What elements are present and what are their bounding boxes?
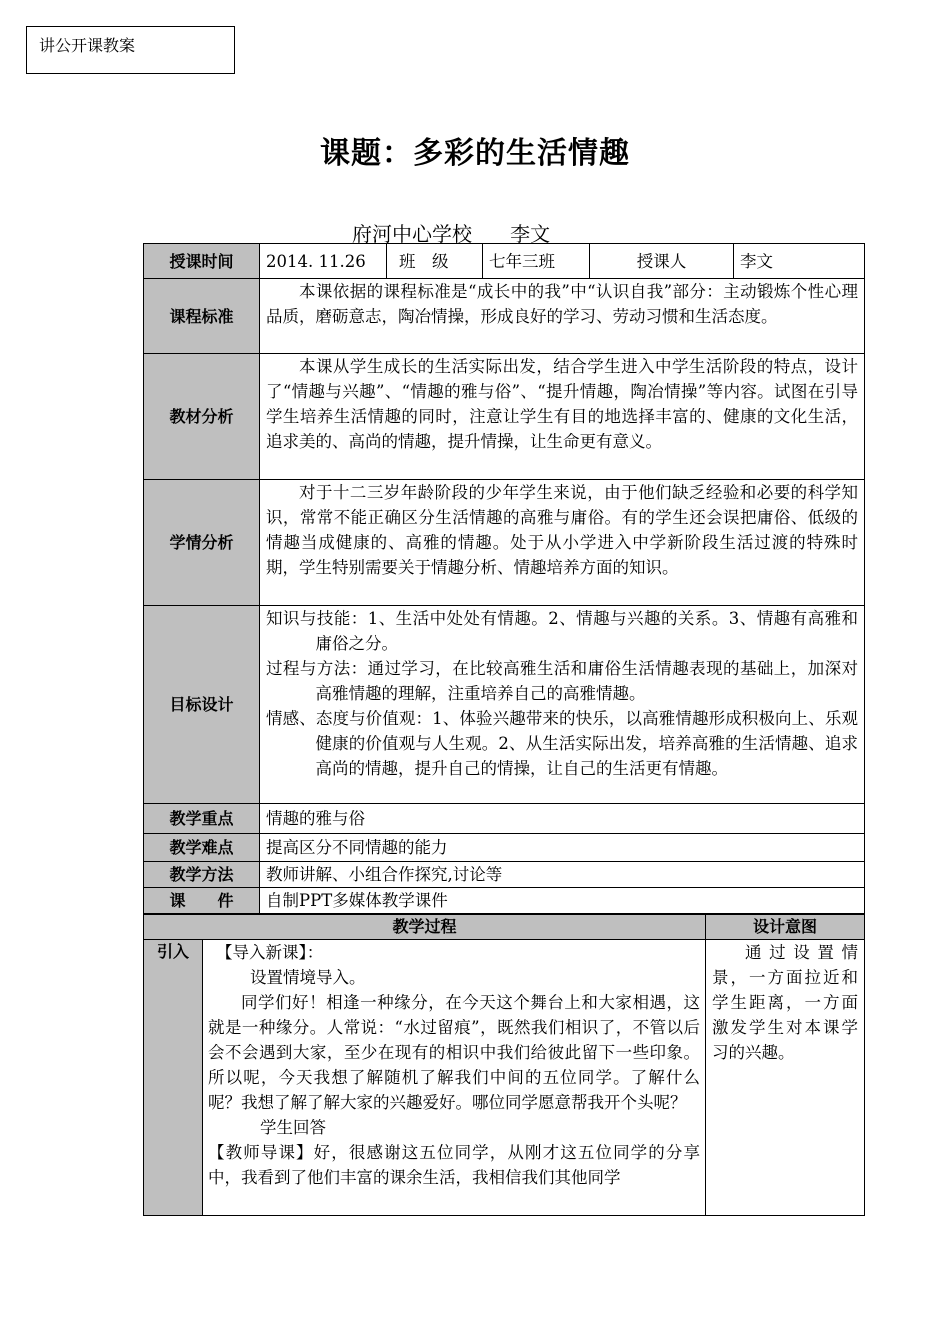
intro-heading: 【导入新课】：: [216, 943, 324, 962]
courseware-text: 自制PPT多媒体教学课件: [260, 888, 865, 914]
focus-text: 情趣的雅与俗: [260, 804, 865, 834]
method-label: 教学方法: [144, 862, 260, 888]
intro-student-answer: 学生回答: [260, 1118, 326, 1137]
teaching-process-table: [143, 914, 865, 1216]
intro-setup: 设置情境导入。: [250, 968, 366, 987]
standard-label: 课程标准: [144, 279, 260, 354]
class-label: 班 级: [387, 244, 483, 279]
intent-text: 通过设置情景，一方面拉近和学生距离，一方面激发学生对本课学习的兴趣。: [706, 940, 865, 1216]
page-title: 课题：多彩的生活情趣: [320, 136, 630, 171]
difficulty-label: 教学难点: [144, 834, 260, 862]
teacher-label: 授课人: [590, 244, 734, 279]
intro-speech: 同学们好！相逢一种缘分，在今天这个舞台上和大家相遇，这就是一种缘分。人常说：“水过留痕”，既然我们相识了，不管以后会不会遇到大家，至少在现有的相识中我们给彼此留下一些印象。所以呢，今天我想了解随机了解我们中间的五位同学。了解什么呢？我想了解了解大家的兴趣爱好。哪位同学愿意帮我开个头呢？: [208, 993, 701, 1112]
method-text: 教师讲解、小组合作探究,讨论等: [260, 862, 865, 888]
material-text: 本课从学生成长的生活实际出发，结合学生进入中学生活阶段的特点，设计了“情趣与兴趣”、“情趣的雅与俗”、“提升情趣，陶冶情操”等内容。试图在引导学生培养生活情趣的同时，注意让学生有目的地选择丰富的、健康的文化生活，追求美的、高尚的情趣，提升情操，让生命更有意义。: [260, 354, 865, 480]
time-value: 2014. 11.26: [260, 244, 387, 279]
process-header: 教学过程: [144, 915, 706, 940]
intro-label: 引入: [144, 940, 203, 1216]
goal-emotion: 情感、态度与价值观：1、体验兴趣带来的快乐，以高雅情趣形成积极向上、乐观健康的价值观与人生观。2、从生活实际出发，培养高雅的生活情趣、追求高尚的情趣，提升自己的情操，让自己的生活更有情趣。: [266, 709, 858, 778]
teacher-value: 李文: [734, 244, 865, 279]
class-value: 七年三班: [483, 244, 590, 279]
student-analysis-label: 学情分析: [144, 480, 260, 606]
focus-label: 教学重点: [144, 804, 260, 834]
intro-teacher-lead: 【教师导课】好，很感谢这五位同学，从刚才这五位同学的分享中，我看到了他们丰富的课余生活，我相信我们其他同学: [208, 1143, 701, 1187]
intro-content: [203, 940, 706, 1216]
goal-knowledge: 知识与技能：1、生活中处处有情趣。2、情趣与兴趣的关系。3、情趣有高雅和庸俗之分。: [266, 609, 858, 653]
standard-text: 本课依据的课程标准是“成长中的我”中“认识自我”部分：主动锻炼个性心理品质，磨砺意志，陶冶情操，形成良好的学习、劳动习惯和生活态度。: [260, 279, 865, 354]
student-analysis-text: 对于十二三岁年龄阶段的少年学生来说，由于他们缺乏经验和必要的科学知识，常常不能正确区分生活情趣的高雅与庸俗。有的学生还会误把庸俗、低级的情趣当成健康的、高雅的情趣。处于从小学进入中学新阶段生活过渡的特殊时期，学生特别需要关于情趣分析、情趣培养方面的知识。: [260, 480, 865, 606]
courseware-label: 课 件: [144, 888, 260, 914]
goal-process: 过程与方法：通过学习，在比较高雅生活和庸俗生活情趣表现的基础上，加深对高雅情趣的理解，注重培养自己的高雅情趣。: [266, 659, 858, 703]
intent-header: 设计意图: [706, 915, 865, 940]
time-label: 授课时间: [144, 244, 260, 279]
material-label: 教材分析: [144, 354, 260, 480]
difficulty-text: 提高区分不同情趣的能力: [260, 834, 865, 862]
author-line: 府河中心学校 李文: [352, 222, 551, 246]
lesson-info-table: [143, 243, 865, 914]
goal-cell: [260, 606, 865, 804]
goal-label: 目标设计: [144, 606, 260, 804]
header-tag: 讲公开课教案: [26, 26, 235, 74]
